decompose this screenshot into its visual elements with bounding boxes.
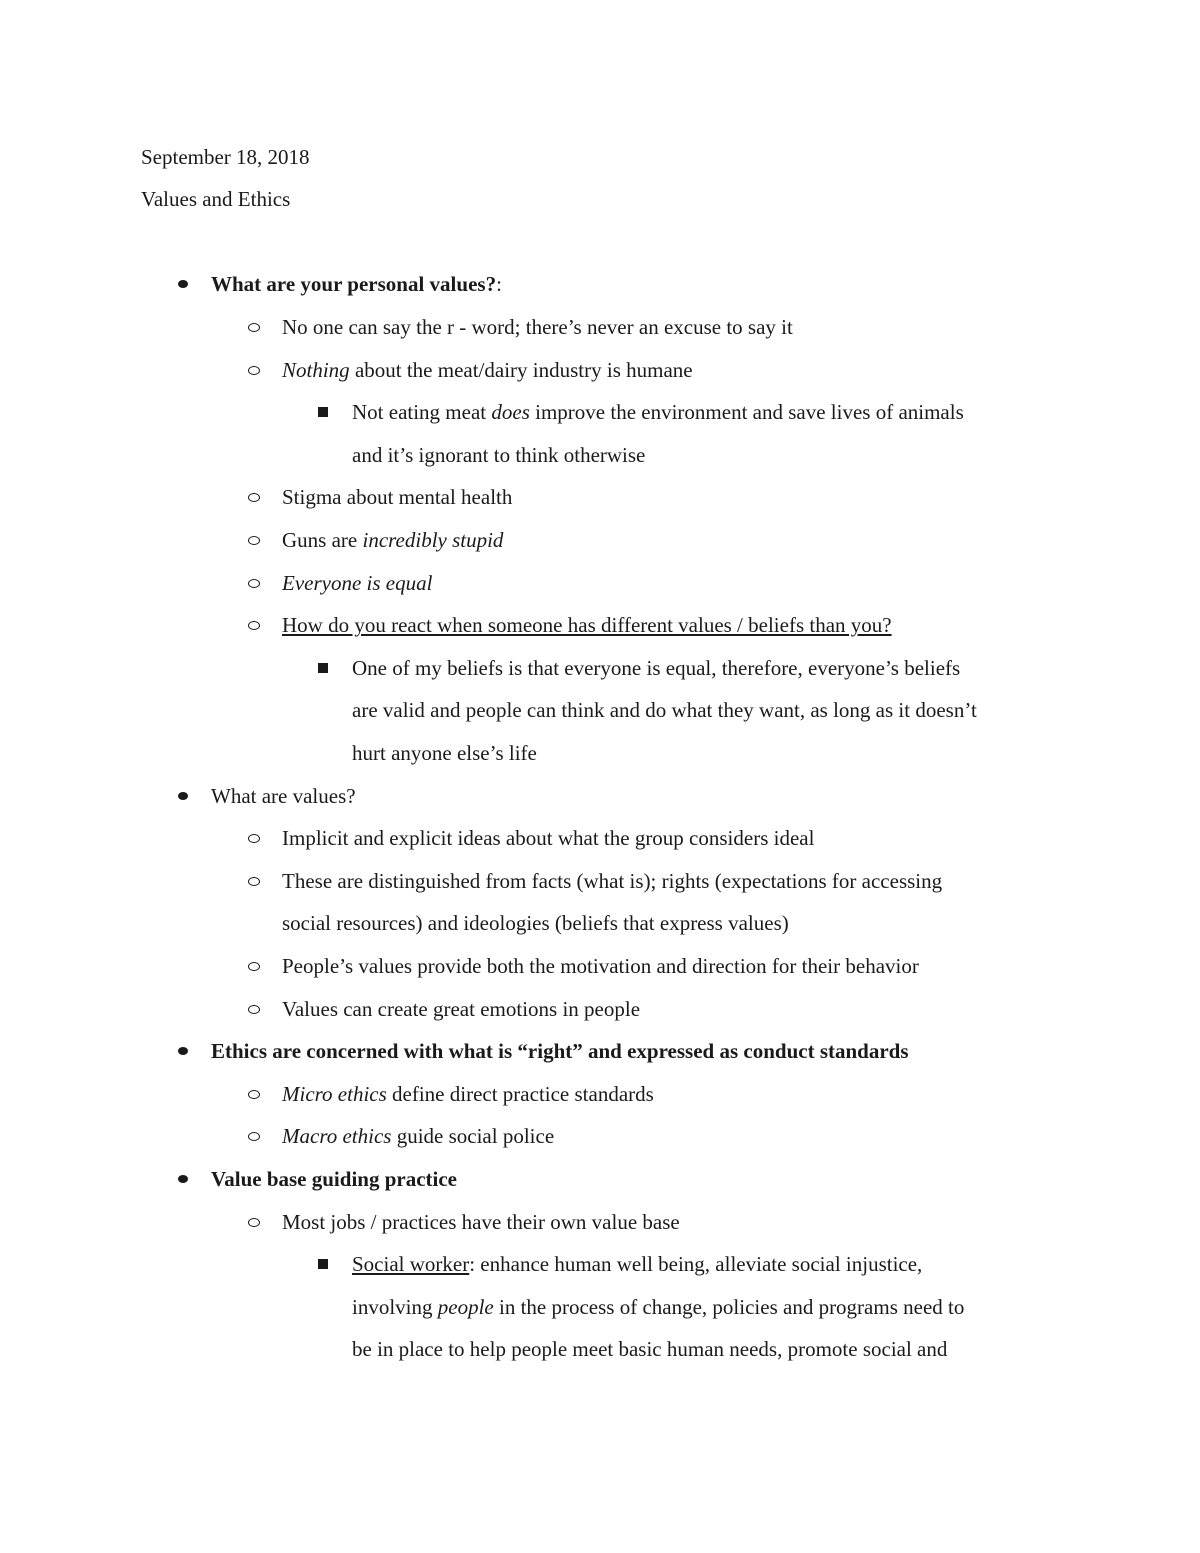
sub-list-item-continuation: be in place to help people meet basic human needs, promote social and	[352, 1337, 948, 1361]
item-text: : enhance human well being, alleviate social injustice,	[469, 1252, 923, 1276]
bullet-circle-icon	[248, 954, 260, 978]
item-text: in the process of change, policies and programs need to	[493, 1295, 965, 1319]
item-text: about the meat/dairy industry is humane	[349, 358, 693, 382]
sub-list-item-continuation: and it’s ignorant to think otherwise	[352, 443, 646, 467]
italic-text: incredibly stupid	[362, 528, 504, 552]
item-text: define direct practice standards	[386, 1082, 654, 1106]
heading-text: Value base guiding practice	[211, 1167, 457, 1191]
item-text: guide social police	[391, 1124, 555, 1148]
list-item	[282, 358, 693, 382]
bullet-circle-icon	[248, 358, 260, 382]
italic-text: Everyone is equal	[282, 571, 433, 595]
list-item: Stigma about mental health	[282, 485, 513, 509]
list-item: No one can say the r - word; there’s never an excuse to say it	[282, 315, 793, 339]
item-text: Not eating meat	[352, 400, 492, 424]
list-item	[282, 1124, 554, 1148]
bullet-circle-icon	[248, 485, 260, 509]
bullet-disc-icon	[178, 1039, 188, 1063]
bullet-circle-icon	[248, 571, 260, 595]
list-item	[282, 1082, 654, 1106]
italic-text: Nothing	[282, 358, 350, 382]
bullet-circle-icon	[248, 528, 260, 552]
bullet-circle-icon	[248, 315, 260, 339]
section-heading-value-base	[211, 1167, 457, 1191]
italic-text: people	[437, 1295, 494, 1319]
list-item-continuation: social resources) and ideologies (beliefs that express values)	[282, 911, 789, 935]
list-item: Most jobs / practices have their own value base	[282, 1210, 680, 1234]
bullet-circle-icon	[248, 826, 260, 850]
bullet-circle-icon	[248, 997, 260, 1021]
underlined-question: How do you react when someone has different values / beliefs than you?	[282, 613, 892, 637]
list-item	[282, 528, 503, 552]
bullet-circle-icon	[248, 1210, 260, 1234]
bullet-circle-icon	[248, 1124, 260, 1148]
page-title: Values and Ethics	[141, 187, 291, 211]
date-line: September 18, 2018	[141, 145, 310, 169]
bullet-circle-icon	[248, 869, 260, 893]
list-item: Values can create great emotions in people	[282, 997, 641, 1021]
sub-list-item-continuation	[352, 1295, 964, 1319]
italic-text: Macro ethics	[282, 1124, 392, 1148]
list-item	[282, 613, 892, 637]
sub-list-item: One of my beliefs is that everyone is equal, therefore, everyone’s beliefs	[352, 656, 961, 680]
underlined-term: Social worker	[352, 1252, 470, 1276]
heading-text: What are your personal values?	[211, 272, 497, 296]
italic-text: does	[491, 400, 530, 424]
heading-suffix: :	[496, 272, 502, 296]
sub-list-item	[352, 400, 964, 424]
section-heading-what-are-values: What are values?	[211, 784, 356, 808]
bullet-square-icon	[318, 1252, 328, 1276]
bullet-square-icon	[318, 400, 328, 424]
item-text: involving	[352, 1295, 438, 1319]
list-item: People’s values provide both the motivation and direction for their behavior	[282, 954, 919, 978]
bullet-square-icon	[318, 656, 328, 680]
list-item	[282, 571, 432, 595]
bullet-disc-icon	[178, 272, 188, 296]
section-heading-personal-values	[211, 272, 502, 296]
section-heading-ethics	[211, 1039, 909, 1063]
item-text: improve the environment and save lives of animals	[529, 400, 964, 424]
item-text: Guns are	[282, 528, 363, 552]
sub-list-item-continuation: hurt anyone else’s life	[352, 741, 537, 765]
bullet-circle-icon	[248, 1082, 260, 1106]
bullet-disc-icon	[178, 1167, 188, 1191]
heading-text: Ethics are concerned with what is “right” and expressed as conduct standards	[211, 1039, 909, 1063]
list-item: Implicit and explicit ideas about what the group considers ideal	[282, 826, 815, 850]
italic-text: Micro ethics	[282, 1082, 387, 1106]
sub-list-item	[352, 1252, 922, 1276]
bullet-disc-icon	[178, 784, 188, 808]
bullet-circle-icon	[248, 613, 260, 637]
sub-list-item-continuation: are valid and people can think and do what they want, as long as it doesn’t	[352, 698, 977, 722]
list-item: These are distinguished from facts (what is); rights (expectations for accessing	[282, 869, 943, 893]
